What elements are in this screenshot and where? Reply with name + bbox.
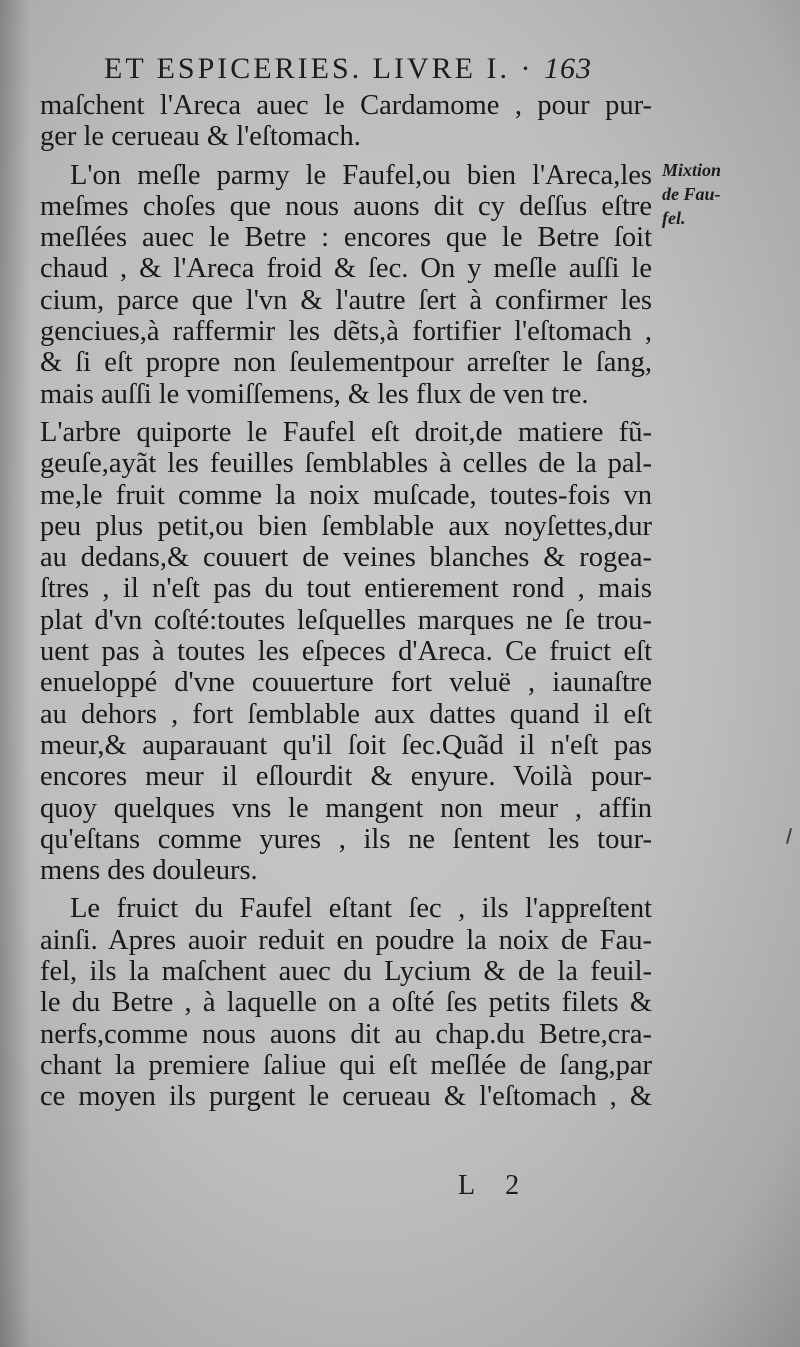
text-line: maſchent l'Areca auec le Cardamome , pour pur-: [40, 90, 652, 121]
text-line: & ſi eſt propre non ſeulementpour arreſter le ſang,: [40, 347, 652, 379]
text-line: genciues,à raffermir les dẽts,à fortifier l'eſtomach ,: [40, 316, 652, 348]
text-line: cium, parce que l'vn & l'autre ſert à confirmer les: [40, 284, 652, 316]
text-line: plat d'vn coſté:toutes leſquelles marques ne ſe trou-: [40, 604, 652, 636]
body-text: [40, 90, 652, 1113]
text-line: meur,& auparauant qu'il ſoit ſec.Quãd il n'eſt pas: [40, 729, 652, 761]
page-number: 163: [543, 52, 592, 85]
margin-note-line: de Fau-: [662, 184, 721, 204]
signature-mark: L 2: [458, 1170, 532, 1201]
text-line: ce moyen ils purgent le cerueau & l'eſtomach , &: [40, 1081, 652, 1113]
text-line: me,le fruit comme la noix muſcade, toutes-fois vn: [40, 479, 652, 511]
text-line: chaud , & l'Areca froid & ſec. On y meſle auſſi le: [40, 253, 652, 285]
gutter-shadow: [0, 0, 30, 1347]
text-line: enueloppé d'vne couuerture fort veluë , iaunaſtre: [40, 667, 652, 699]
text-line: fel, ils la maſchent auec du Lycium & de la feuil-: [40, 956, 652, 988]
text-line: le du Betre , à laquelle on a oſté ſes petits filets &: [40, 987, 652, 1019]
text-line: geuſe,ayãt les feuilles ſemblables à celles de la pal-: [40, 448, 652, 480]
text-line: uent pas à toutes les eſpeces d'Areca. Ce fruict eſt: [40, 636, 652, 668]
text-line: Le fruict du Faufel eſtant ſec , ils l'appreſtent: [70, 893, 652, 925]
margin-note-line: Mixtion: [662, 160, 722, 180]
text-line: encores meur il eſlourdit & enyure. Voilà pour-: [40, 761, 652, 793]
text-line: L'on meſle parmy le Faufel,ou bien l'Areca,les: [70, 159, 652, 191]
text-line: qu'eſtans comme yures , ils ne ſentent les tour-: [40, 823, 652, 855]
text-line: quoy quelques vns le mangent non meur , affin: [40, 792, 652, 824]
margin-note-line: fel.: [662, 208, 686, 228]
text-line: au dedans,& couuert de veines blanches & rogea-: [40, 542, 652, 574]
text-line: nerfs,comme nous auons dit au chap.du Betre,cra-: [40, 1018, 652, 1050]
text-line: ſtres , il n'eſt pas du tout entierement rond , mais: [40, 573, 652, 605]
text-line: meſmes choſes que nous auons dit cy deſſus eſtre: [40, 190, 652, 222]
text-line: ger le cerueau & l'eſtomach.: [40, 121, 361, 153]
text-line: peu plus petit,ou bien ſemblable aux noyſettes,dur: [40, 510, 652, 542]
text-line: meſlées auec le Betre : encores que le Betre ſoit: [40, 222, 652, 254]
margin-note: [662, 158, 752, 230]
text-line: mens des douleurs.: [40, 855, 258, 887]
text-line: ainſi. Apres auoir reduit en poudre la noix de Fau-: [40, 924, 652, 956]
text-line: au dehors , fort ſemblable aux dattes quand il eſt: [40, 698, 652, 730]
running-title: ET ESPICERIES. LIVRE I. ·: [104, 52, 534, 85]
text-line: L'arbre quiporte le Faufel eſt droit,de matiere fũ-: [40, 416, 652, 448]
running-head: [104, 52, 664, 86]
text-line: mais auſſi le vomiſſemens, & les flux de ven tre.: [40, 378, 589, 410]
text-line: chant la premiere ſaliue qui eſt meſlée de ſang,par: [40, 1049, 652, 1081]
ink-mark: [786, 828, 792, 844]
